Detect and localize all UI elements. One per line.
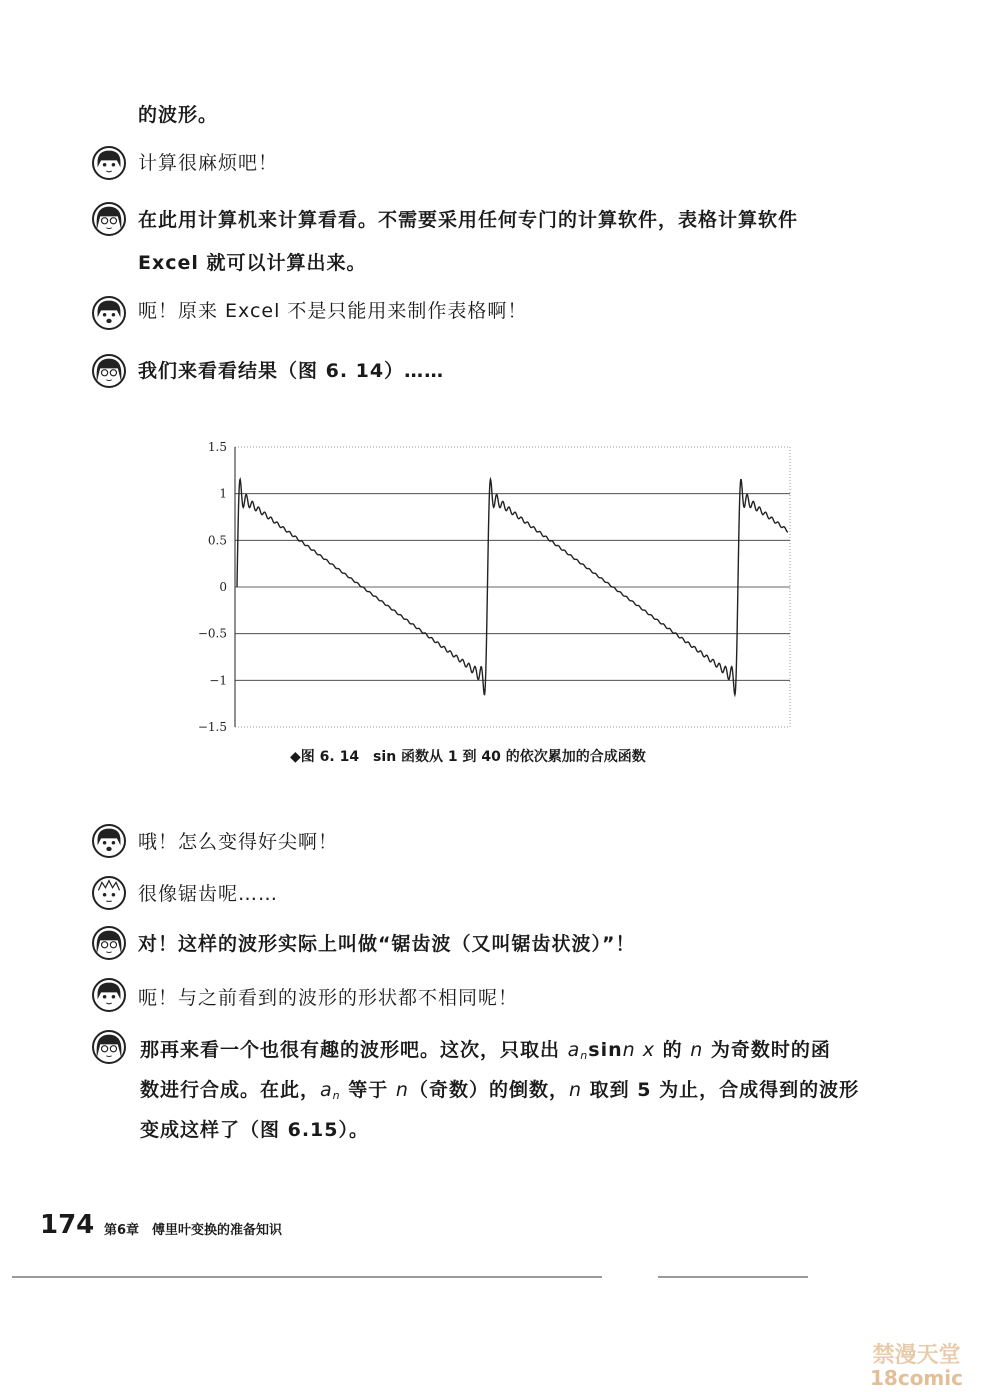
y-tick-label: 0 [219, 580, 227, 594]
figure-caption: ◆图 6. 14 sin 函数从 1 到 40 的依次累加的合成函数 [290, 749, 646, 765]
character-avatar-teacher [92, 202, 126, 236]
sawtooth-chart [190, 430, 810, 740]
y-tick-label: 1 [219, 486, 227, 501]
text-line: 的波形。 [138, 104, 219, 126]
y-tick-label: 1.5 [207, 440, 227, 454]
text-line: 很像锯齿呢…… [138, 883, 279, 905]
y-tick-label: −0.5 [197, 626, 227, 641]
text-line: Excel 就可以计算出来。 [138, 252, 367, 274]
text-line: 哦！怎么变得好尖啊！ [138, 831, 339, 853]
character-avatar-teacher [92, 926, 126, 960]
text-line: 变成这样了（图 6.15）。 [140, 1119, 369, 1141]
footer-divider [12, 1276, 602, 1278]
text-line: 呃！与之前看到的波形的形状都不相同呢！ [138, 987, 519, 1009]
character-avatar-teacher [92, 354, 126, 388]
character-avatar-girl [92, 824, 126, 858]
text-line: 在此用计算机来计算看看。不需要采用任何专门的计算软件，表格计算软件 [138, 209, 799, 231]
character-avatar-teacher [92, 1030, 126, 1064]
text-line: 我们来看看结果（图 6. 14）…… [138, 360, 445, 382]
text-line: 那再来看一个也很有趣的波形吧。这次，只取出 $a_n\sin n$ x 的 n 为奇数时的函 [140, 1039, 831, 1062]
y-tick-label: −1.5 [197, 720, 227, 734]
text-line: 计算很麻烦吧！ [138, 152, 279, 174]
page-number: 174 [40, 1210, 95, 1240]
character-avatar-girl [92, 146, 126, 180]
watermark: 禁漫天堂 18comic [870, 1343, 963, 1390]
character-avatar-girl [92, 978, 126, 1012]
character-avatar-boy [92, 876, 126, 910]
chapter-title: 第6章 傅里叶变换的准备知识 [104, 1223, 283, 1238]
text-line: 数进行合成。在此，$a_n$ 等于 n（奇数）的倒数，n 取到 5 为止，合成得到的波形 [140, 1079, 860, 1102]
text-line: 呃！原来 Excel 不是只能用来制作表格啊！ [138, 300, 528, 322]
y-tick-label: −1 [209, 673, 227, 688]
text-line: 对！这样的波形实际上叫做“锯齿波（又叫锯齿状波）”！ [138, 933, 636, 955]
y-tick-label: 0.5 [207, 533, 227, 548]
footer-divider [658, 1276, 808, 1278]
character-avatar-girl [92, 296, 126, 330]
